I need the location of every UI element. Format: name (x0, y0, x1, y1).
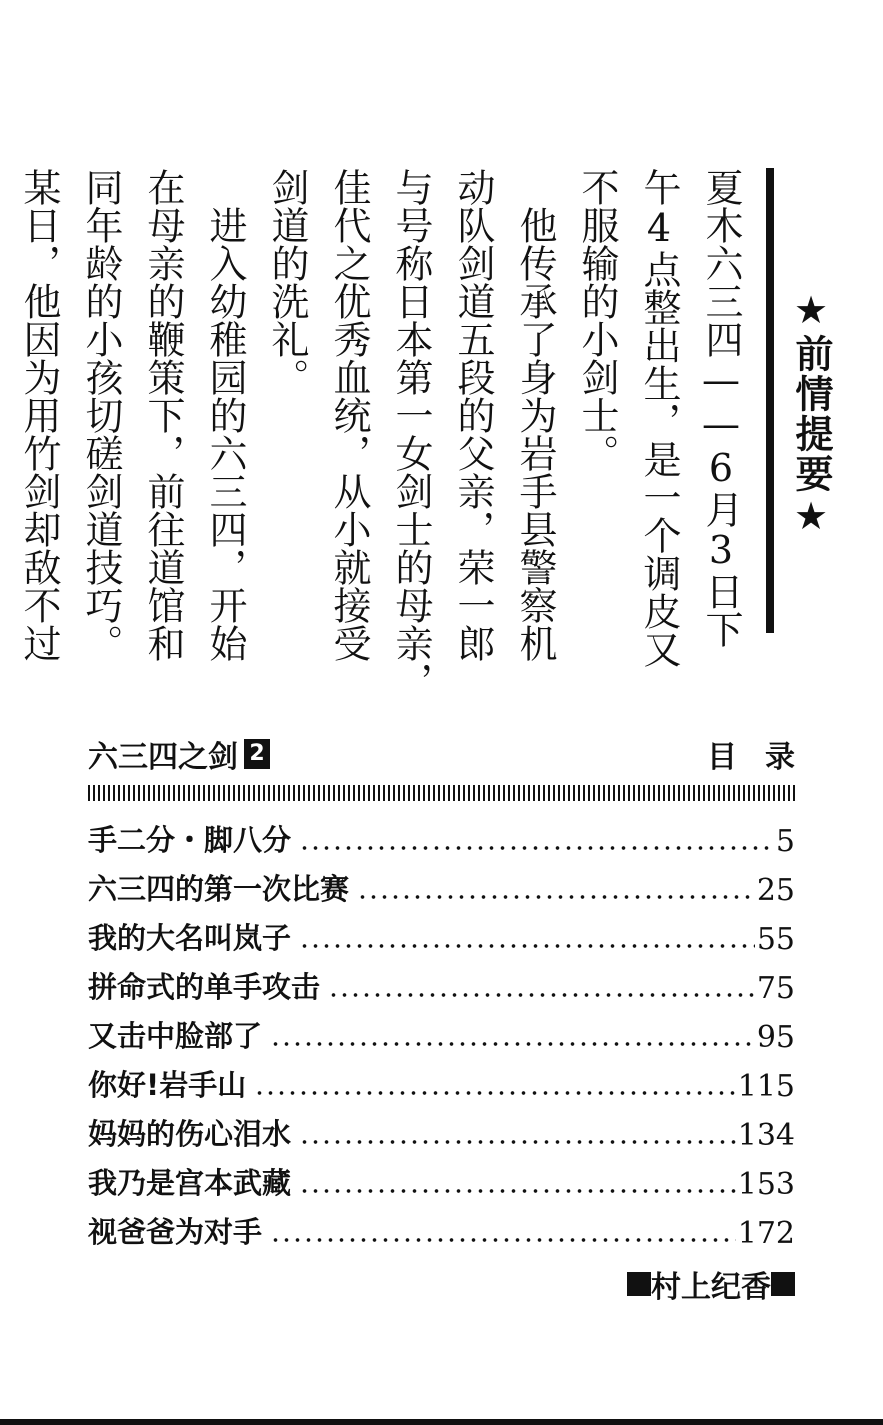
toc-entry-title: 视爸爸为对手 (88, 1215, 263, 1249)
synopsis-line: 午4点整出生，是一个调皮又 (637, 168, 681, 668)
synopsis-line: 剑道的洗礼。 (265, 168, 309, 396)
book-title-group (88, 732, 270, 776)
toc-entry[interactable] (88, 1104, 795, 1153)
toc-entry[interactable] (88, 1153, 795, 1202)
book-title: 六三四之剑 (88, 740, 238, 775)
dot-leader (254, 1091, 736, 1095)
synopsis-body (17, 168, 748, 700)
toc-entry-title: 我乃是宫本武藏 (88, 1166, 292, 1200)
synopsis-line: 同年龄的小孩切磋剑道技巧。 (79, 168, 123, 662)
toc-entry-title: 你好!岩手山 (88, 1068, 247, 1102)
dot-leader (299, 944, 755, 948)
toc-divider (88, 785, 795, 801)
synopsis-line: 在母亲的鞭策下，前往道馆和 (141, 168, 185, 662)
toc-entry[interactable] (88, 908, 795, 957)
page-bottom-border (0, 1419, 883, 1425)
toc-entry[interactable] (88, 957, 795, 1006)
toc-header (88, 728, 823, 778)
synopsis-heading: ★前情提要★ (789, 288, 833, 540)
toc-entry-title: 妈妈的伤心泪水 (88, 1117, 292, 1151)
toc-entry-title: 六三四的第一次比赛 (88, 872, 350, 906)
toc-entry-page: 5 (775, 824, 795, 859)
toc-entry[interactable] (88, 810, 795, 859)
toc-entry[interactable] (88, 1055, 795, 1104)
synopsis-line: 进入幼稚园的六三四，开始 (203, 168, 247, 662)
toc-entry-page: 115 (737, 1069, 795, 1104)
heading-bar (766, 168, 774, 633)
toc-entry-title: 手二分・脚八分 (88, 823, 292, 857)
volume-badge: 2 (244, 739, 270, 769)
author-credit (627, 1262, 795, 1306)
toc-entry-page: 172 (737, 1216, 795, 1251)
toc-entry-page: 134 (737, 1118, 795, 1153)
dot-leader (299, 1189, 736, 1193)
square-bullet-icon (627, 1272, 651, 1296)
dot-leader (357, 895, 755, 899)
toc-entry[interactable] (88, 859, 795, 908)
toc-entry-page: 25 (756, 873, 795, 908)
dot-leader (328, 993, 755, 997)
toc-list (88, 810, 795, 1251)
toc-entry-title: 拼命式的单手攻击 (88, 970, 321, 1004)
toc-entry-title: 又击中脸部了 (88, 1019, 263, 1053)
synopsis-line: 动队剑道五段的父亲，荣一郎 (451, 168, 495, 662)
toc-entry-title: 我的大名叫岚子 (88, 921, 292, 955)
toc-entry-page: 75 (756, 971, 795, 1006)
dot-leader (299, 846, 774, 850)
synopsis-line: 佳代之优秀血统，从小就接受 (327, 168, 371, 662)
synopsis-line (0, 168, 4, 668)
toc-label: 目录 (707, 740, 823, 775)
square-bullet-icon (771, 1272, 795, 1296)
toc-entry[interactable] (88, 1202, 795, 1251)
synopsis-line: 与号称日本第一女剑士的母亲， (389, 168, 433, 700)
dot-leader (270, 1042, 755, 1046)
author-name: 村上纪香 (651, 1270, 771, 1305)
toc-entry[interactable] (88, 1006, 795, 1055)
synopsis-line: 某日，他因为用竹剑却敌不过 (17, 168, 61, 662)
toc-entry-page: 153 (737, 1167, 795, 1202)
dot-leader (270, 1238, 736, 1242)
synopsis-line: 不服输的小剑士。 (575, 168, 619, 472)
synopsis-line: 他传承了身为岩手县警察机 (513, 168, 557, 662)
toc-entry-page: 55 (756, 922, 795, 957)
dot-leader (299, 1140, 736, 1144)
toc-entry-page: 95 (756, 1020, 795, 1055)
synopsis-line: 夏木六三四——6月3日下 (699, 168, 743, 648)
